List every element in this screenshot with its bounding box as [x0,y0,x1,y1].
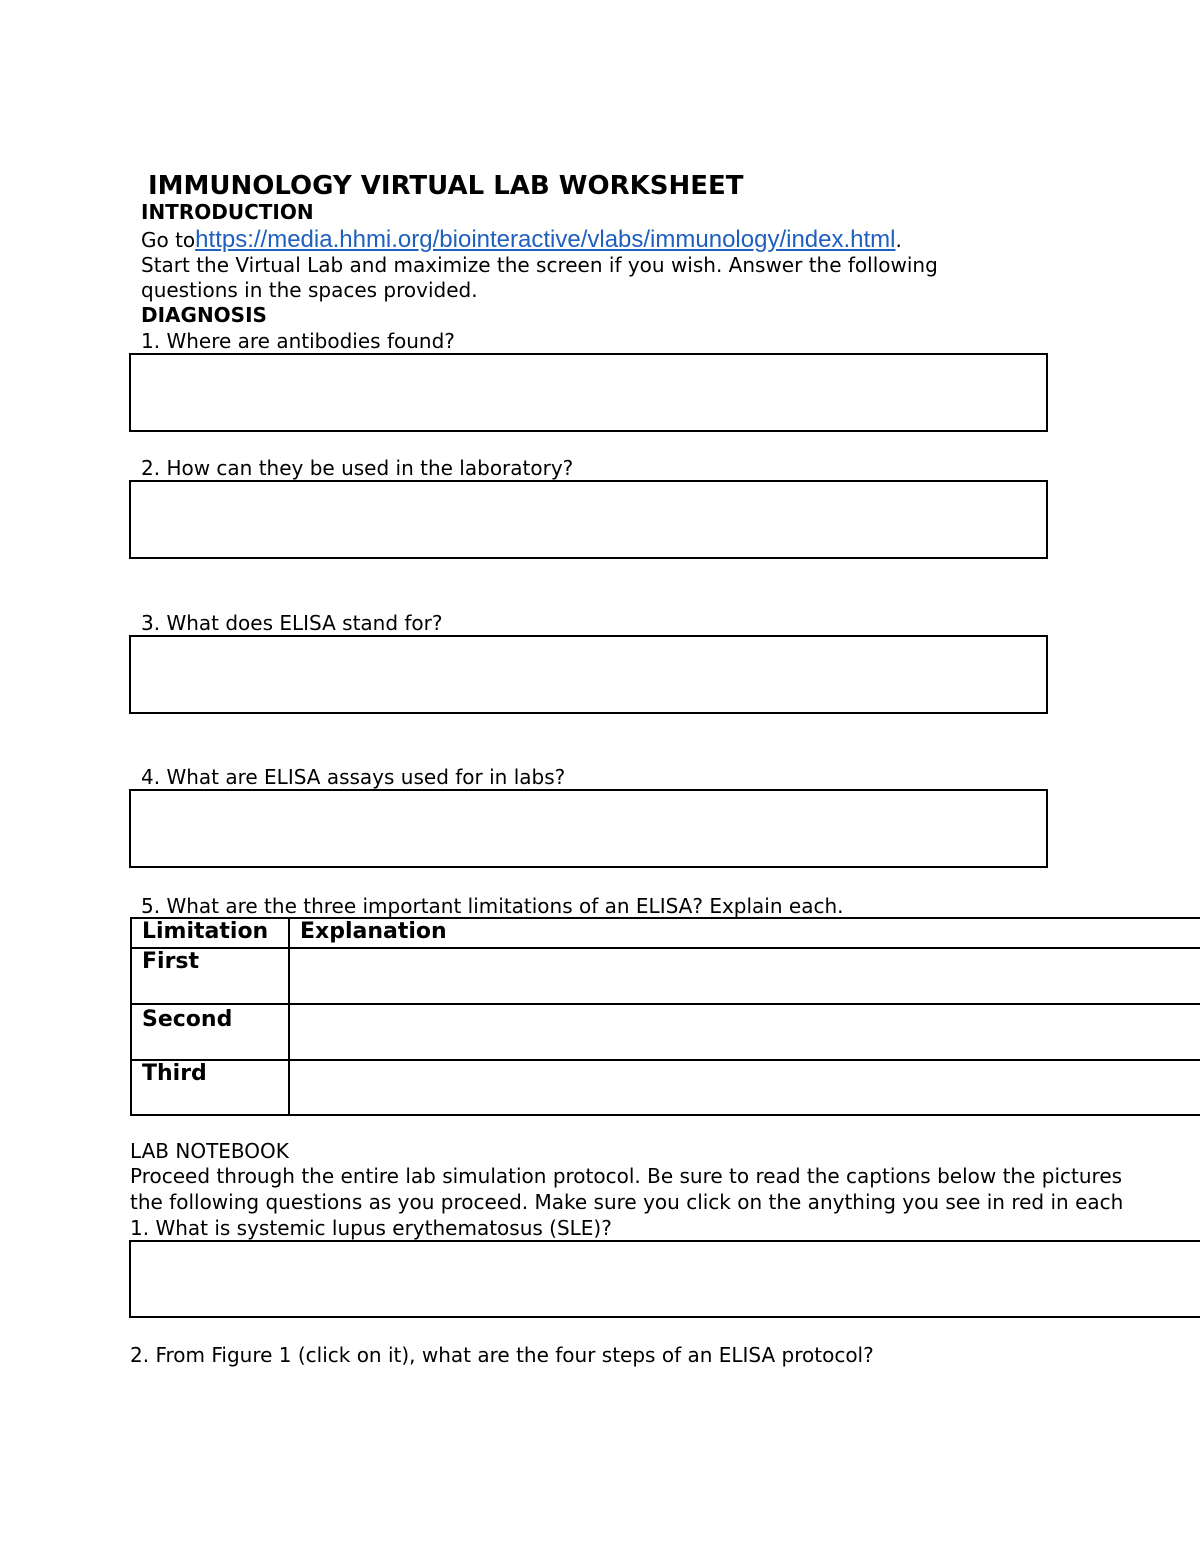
intro-go-to-line [141,227,902,253]
lab-notebook-heading: LAB NOTEBOOK [130,1139,289,1163]
virtual-lab-link[interactable]: https://media.hhmi.org/biointeractive/vlabs/immunology/index.html [195,226,896,253]
answer-box-q3[interactable] [129,635,1048,714]
header-limitation: Limitation [131,918,289,948]
intro-instructions-line-2: questions in the spaces provided. [141,278,478,302]
explanation-cell-first[interactable] [289,948,1200,1004]
diagnosis-question-2: 2. How can they be used in the laboratory? [141,456,574,480]
worksheet-title: IMMUNOLOGY VIRTUAL LAB WORKSHEET [148,171,744,201]
diagnosis-heading: DIAGNOSIS [141,303,267,327]
answer-box-q2[interactable] [129,480,1048,559]
limitation-label-first: First [131,948,289,1004]
table-row [131,948,1200,1004]
header-explanation: Explanation [289,918,1200,948]
table-row [131,1060,1200,1115]
lab-notebook-question-2: 2. From Figure 1 (click on it), what are the four steps of an ELISA protocol? [130,1343,874,1367]
diagnosis-question-5: 5. What are the three important limitations of an ELISA? Explain each. [141,894,844,918]
explanation-cell-third[interactable] [289,1060,1200,1115]
limitations-table [130,917,1200,1116]
intro-instructions-line-1: Start the Virtual Lab and maximize the screen if you wish. Answer the following [141,253,938,277]
limitation-label-second: Second [131,1004,289,1060]
link-period: . [895,228,902,252]
limitation-label-third: Third [131,1060,289,1115]
answer-box-sle[interactable] [129,1240,1200,1318]
introduction-heading: INTRODUCTION [141,200,314,224]
explanation-cell-second[interactable] [289,1004,1200,1060]
lab-notebook-instructions-line-2: the following questions as you proceed. Make sure you click on the anything you see in red in each [130,1190,1124,1214]
table-header-row [131,918,1200,948]
answer-box-q4[interactable] [129,789,1048,868]
lab-notebook-question-1: 1. What is systemic lupus erythematosus (SLE)? [130,1216,612,1240]
lab-notebook-instructions-line-1: Proceed through the entire lab simulation protocol. Be sure to read the captions below the pictures [130,1164,1123,1188]
answer-box-q1[interactable] [129,353,1048,432]
diagnosis-question-3: 3. What does ELISA stand for? [141,611,443,635]
table-row [131,1004,1200,1060]
diagnosis-question-4: 4. What are ELISA assays used for in labs? [141,765,566,789]
diagnosis-question-1: 1. Where are antibodies found? [141,329,455,353]
go-to-label: Go to [141,228,196,252]
